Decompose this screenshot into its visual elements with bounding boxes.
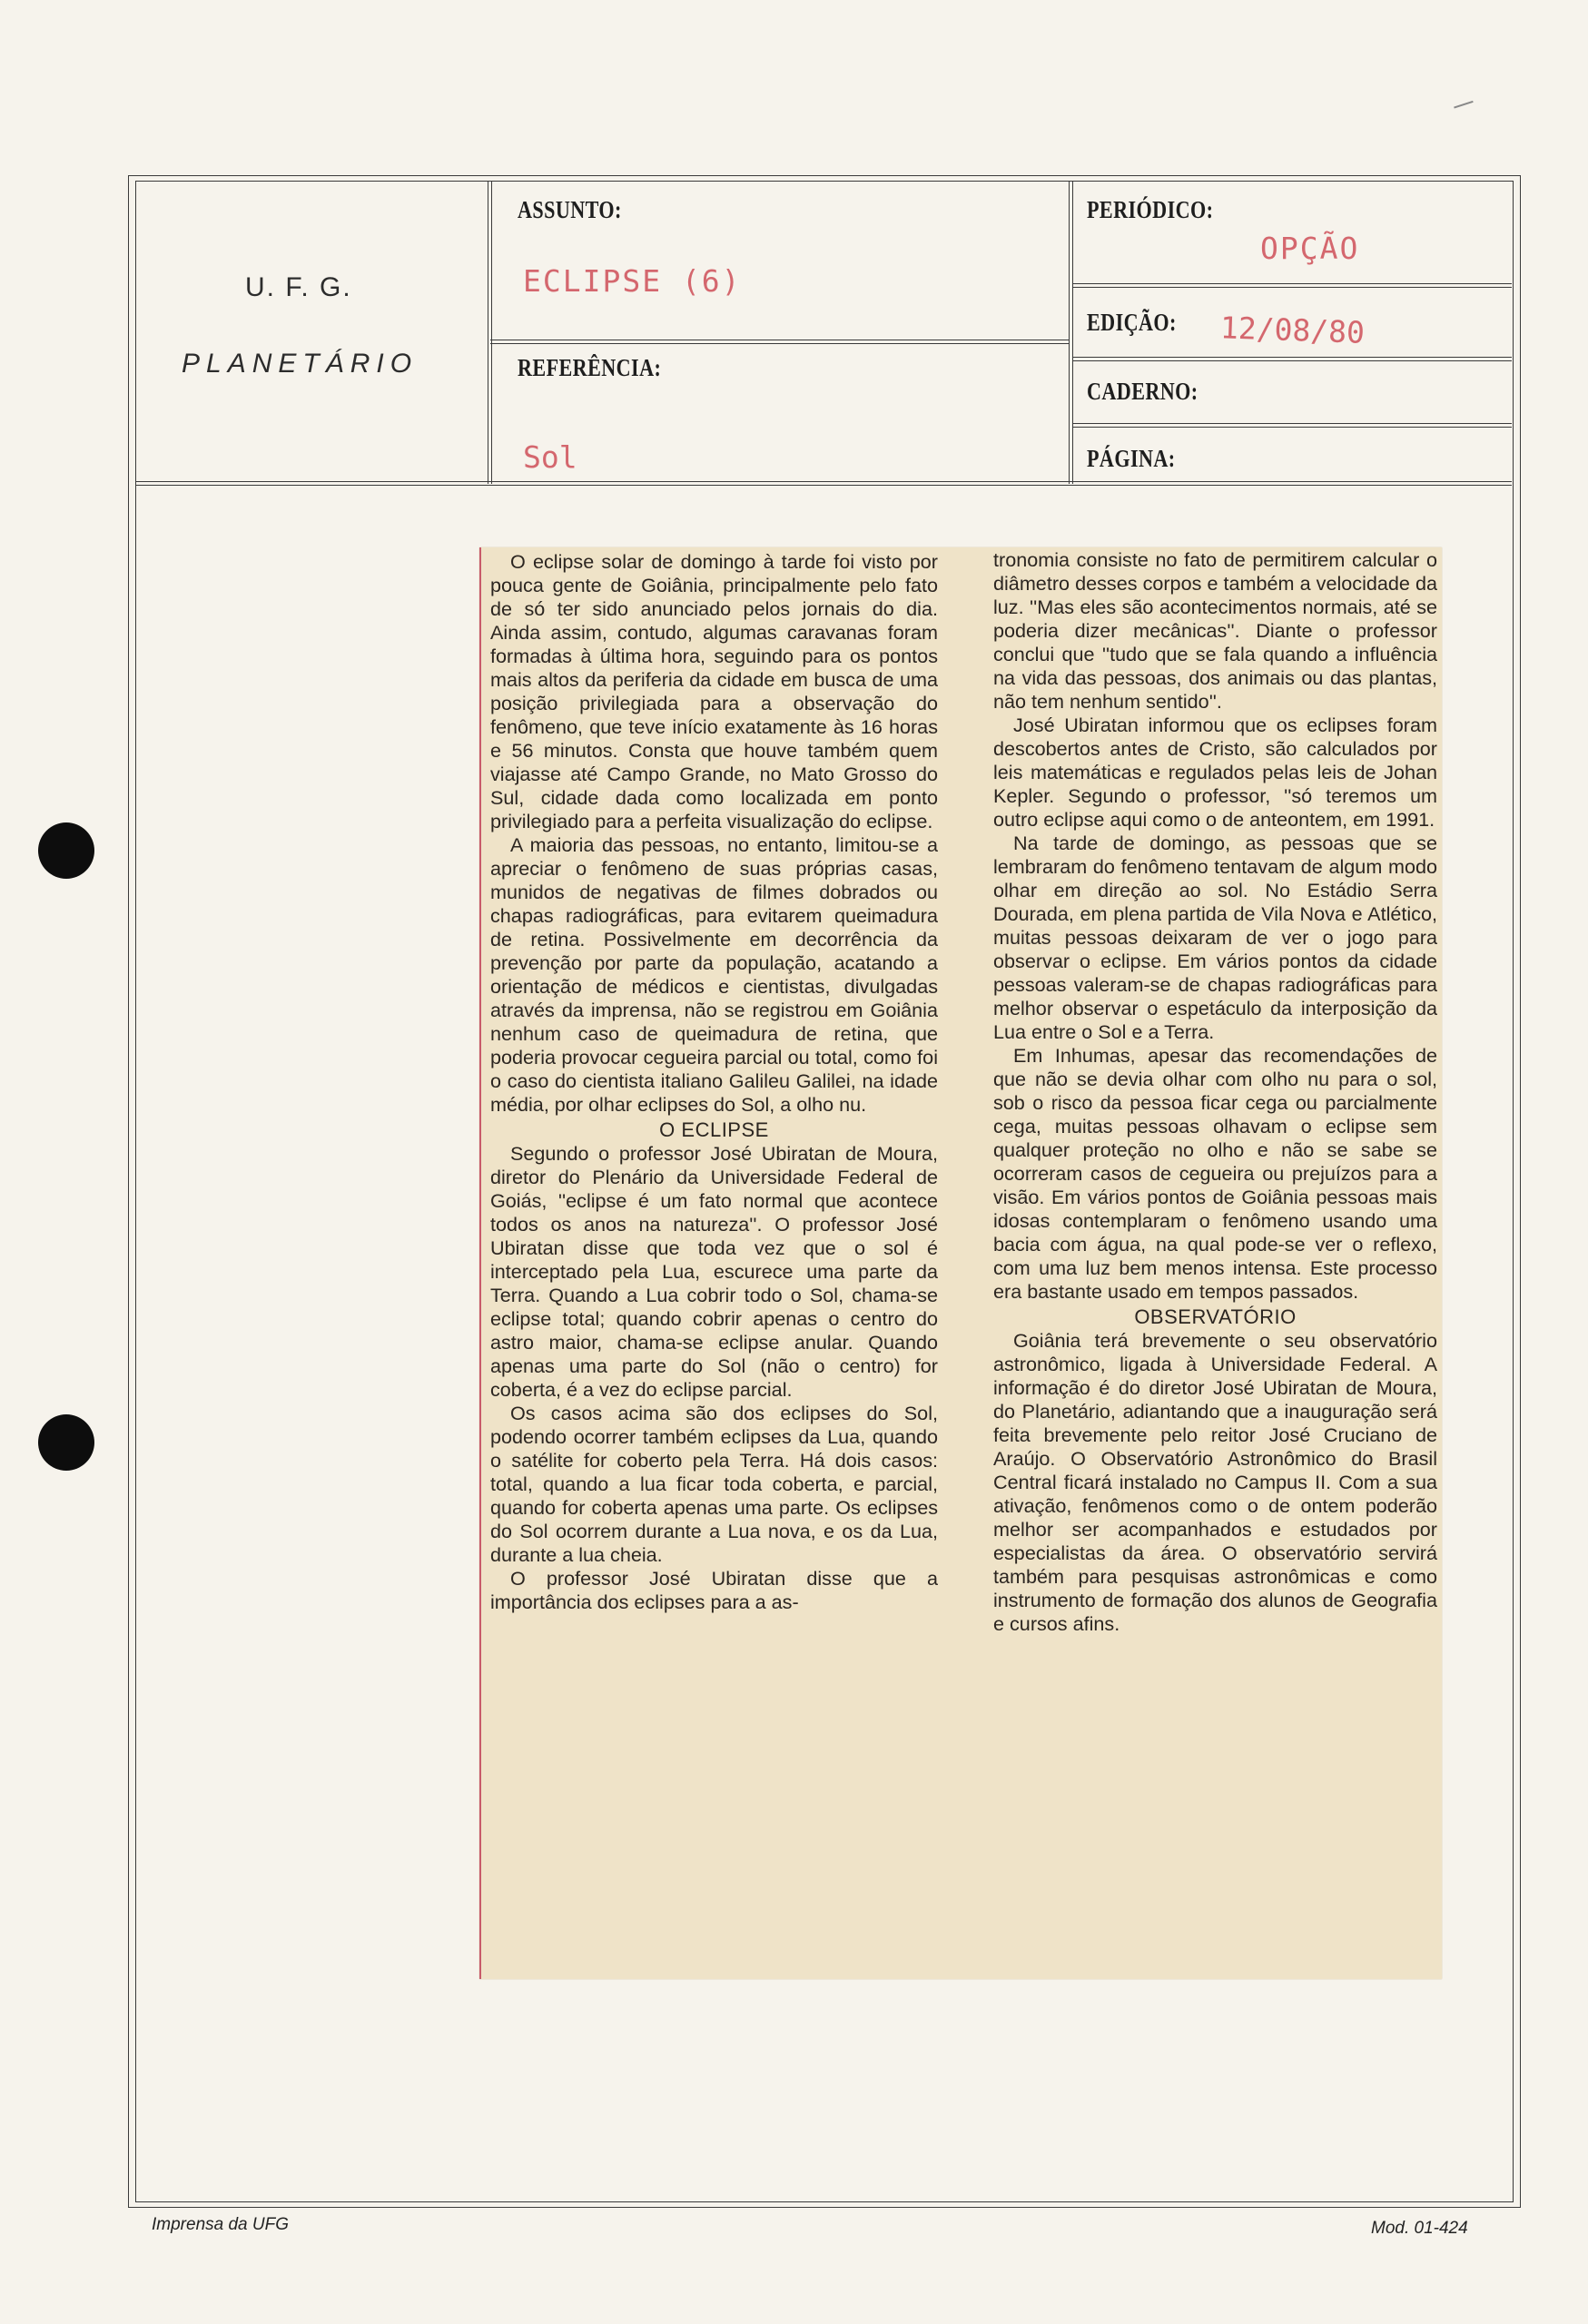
article-paragraph: Os casos acima são dos eclipses do Sol, podendo ocorrer também eclipses da Lua, quando o satélite for coberto pela Terra. Há dois casos: total, quando a lua ficar toda coberta, e parcial, quando for coberta apenas uma parte. Os eclipses do Sol ocorrem durante a Lua nova, e os da Lua, durante a lua cheia. (490, 1402, 938, 1566)
article-paragraph: Goiânia terá brevemente o seu observatório astronômico, ligada à Universidade Federal. A informação é do diretor José Ubiratan de Moura, do Planetário, adiantando que a inauguração será feita brevemente pelo reitor José Cruciano de Araújo. O Observatório Astronômico do Brasil Central ficará instalado no Campus II. Com a sua ativação, fenômenos como o de ontem poderão melhor ser acompanhados e estudados por especialistas da área. O observatório servirá também para pesquisas astronômicas e como instrumento de formação dos alunos de Geografia e cursos afins. (993, 1329, 1437, 1635)
punch-hole-top (38, 822, 94, 879)
assunto-value: ECLIPSE (6) (523, 263, 742, 299)
periodico-rule (1072, 283, 1512, 288)
header-middle-rule (490, 340, 1069, 344)
caderno-rule (1072, 423, 1512, 428)
pagina-label: PÁGINA: (1087, 445, 1176, 472)
article-paragraph: tronomia consiste no fato de permitirem calcular o diâmetro desses corpos e também a velocidade da luz. ''Mas eles são acontecimentos normais, até se poderia dizer mecânicas''. Diante o professor conclui que ''tudo que se fala quando a influência na vida das pessoas, dos animais ou das plantas, não tem nenhum sentido''. (993, 548, 1437, 713)
article-paragraph: Segundo o professor José Ubiratan de Moura, diretor do Plenário da Universidade Federal de Goiás, ''eclipse é um fato normal que acontece todos os anos na natureza''. O professor José Ubiratan disse que toda vez que o sol é interceptado pela Lua, escurece uma parte da Terra. Quando a Lua cobrir todo o Sol, chama-se eclipse total; quando cobrir apenas o centro do astro maior, chama-se eclipse anular. Quando apenas uma parte do Sol (não o centro) for coberta, é a vez do eclipse parcial. (490, 1142, 938, 1401)
article-paragraph: Na tarde de domingo, as pessoas que se lembraram do fenômeno tentavam de algum modo olhar em direção ao sol. No Estádio Serra Dourada, em plena partida de Vila Nova e Atlético, muitas pessoas deixaram de ver o jogo para observar o eclipse. Em vários pontos da cidade pessoas valeram-se de chapas radiográficas para melhor observar o espetáculo da interposição da Lua entre o Sol e a Terra. (993, 832, 1437, 1043)
periodico-value: OPÇÃO (1260, 231, 1360, 266)
edicao-value: 12/08/80 (1219, 310, 1366, 350)
article-paragraph: O eclipse solar de domingo à tarde foi visto por pouca gente de Goiânia, principalmente pelo fato de só ter sido anunciado pelos jornais do dia. Ainda assim, contudo, algumas caravanas foram formadas à última hora, seguindo para os pontos mais altos da periferia da cidade em busca de uma posição privilegiada para a observação do fenômeno, que teve início exatamente às 16 horas e 56 minutos. Consta que houve também quem viajasse até Campo Grande, no Mato Grosso do Sul, cidade dada como localizada em ponto privilegiado para a perfeita visualização do eclipse. (490, 550, 938, 832)
institution-department: PLANETÁRIO (182, 349, 419, 379)
footer-publisher: Imprensa da UFG (152, 2215, 289, 2234)
pencil-mark (1454, 101, 1475, 114)
punch-hole-bottom (38, 1414, 94, 1471)
clipping-red-edge (479, 547, 481, 1979)
referencia-label: REFERÊNCIA: (518, 354, 662, 381)
article-paragraph: José Ubiratan informou que os eclipses foram descobertos antes de Cristo, são calculados por leis matemáticas e regulados pelas leis de Johan Kepler. Segundo o professor, ''só teremos um outro eclipse aqui como o de anteontem, em 1991. (993, 714, 1437, 831)
periodico-label: PERIÓDICO: (1087, 196, 1214, 223)
header-bottom-rule (135, 481, 1512, 486)
edicao-label: EDIÇÃO: (1087, 309, 1177, 336)
header-divider-right (1069, 181, 1073, 484)
header-divider-left (488, 181, 492, 484)
caderno-label: CADERNO: (1087, 378, 1198, 405)
institution-name: U. F. G. (245, 272, 352, 302)
article-subheading: OBSERVATÓRIO (1134, 1305, 1297, 1328)
article-subheading: O ECLIPSE (659, 1118, 769, 1141)
assunto-label: ASSUNTO: (518, 196, 622, 223)
footer-form-code: Mod. 01-424 (1371, 2219, 1468, 2238)
article-paragraph: O professor José Ubiratan disse que a importância dos eclipses para a as- (490, 1567, 938, 1613)
article-column-left (490, 550, 938, 1614)
article-paragraph: A maioria das pessoas, no entanto, limitou-se a apreciar o fenômeno de suas próprias casas, munidos de negativas de filmes dobrados ou chapas radiográficas, para evitarem queimadura de retina. Possivelmente em decorrência da prevenção por parte da população, acatando a orientação de médicos e cientistas, divulgadas através da imprensa, não se registrou em Goiânia nenhum caso de queimadura de retina, que poderia provocar cegueira parcial ou total, como foi o caso do cientista italiano Galileu Galilei, na idade média, por olhar eclipses do Sol, a olho nu. (490, 833, 938, 1116)
edicao-rule (1072, 357, 1512, 361)
article-paragraph: Em Inhumas, apesar das recomendações de que não se devia olhar com olho nu para o sol, sob o risco da pessoa ficar cega ou parcialmente cega, muitas pessoas olhavam o eclipse sem qualquer proteção no olho e não se sabe se ocorreram casos de cegueira ou prejuízos para a visão. Em vários pontos de Goiânia pessoas mais idosas contemplaram o fenômeno usando uma bacia com água, na qual pode-se ver o reflexo, com uma luz bem menos intensa. Este processo era bastante usado em tempos passados. (993, 1044, 1437, 1303)
article-column-right (993, 548, 1437, 1636)
referencia-value: Sol (523, 439, 577, 475)
